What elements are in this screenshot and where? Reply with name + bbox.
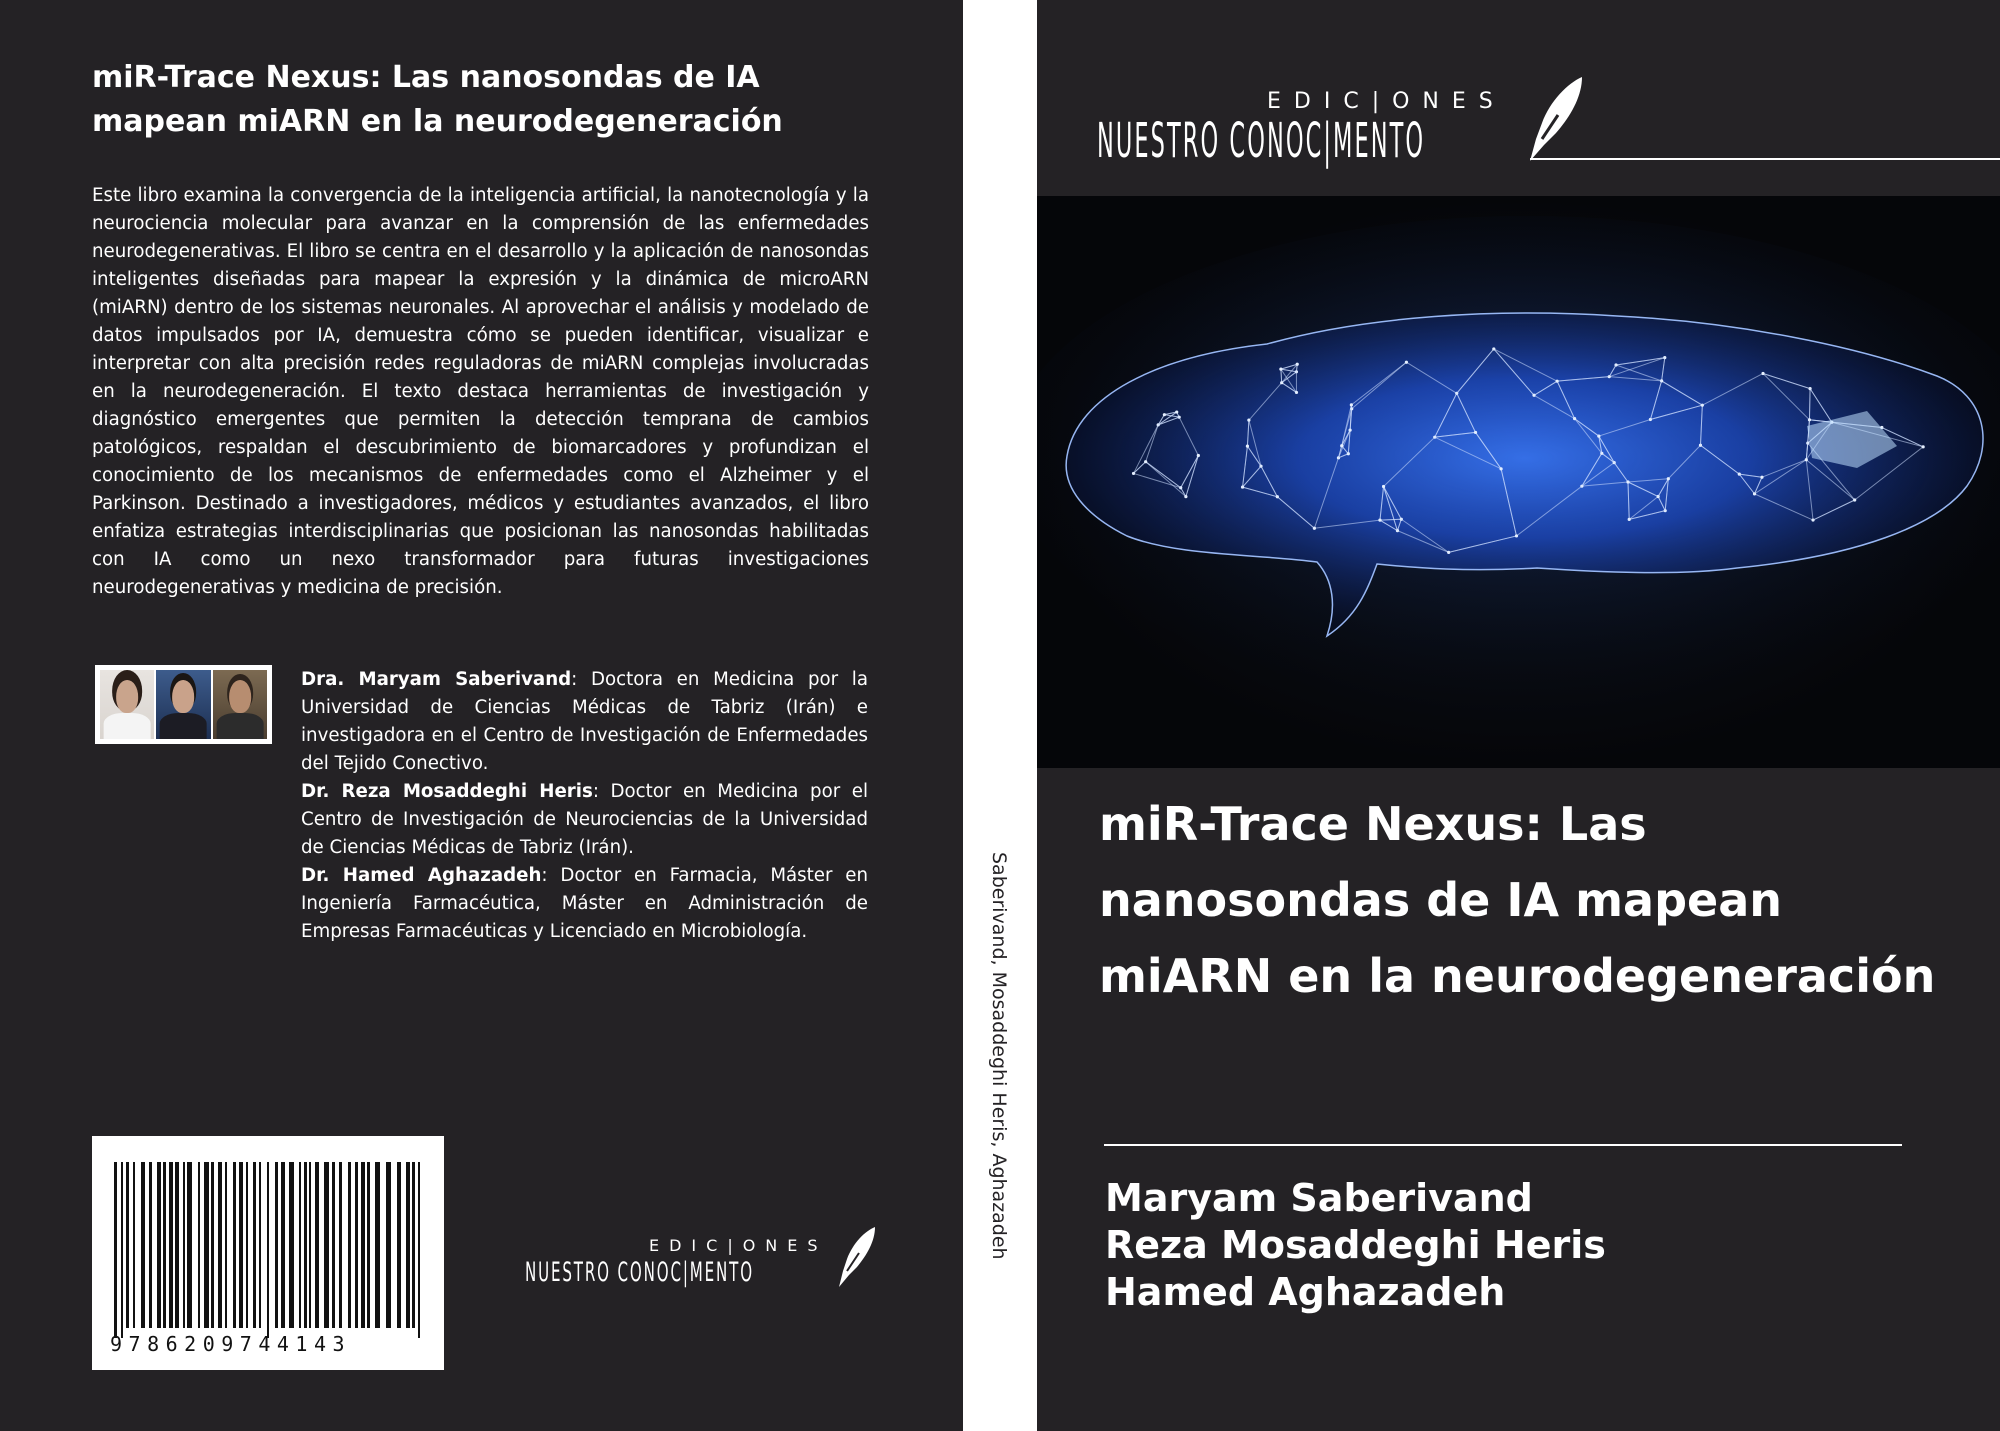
publisher-logo-line1: EDIC|ONES [1267, 89, 1506, 114]
author-bio [301, 778, 868, 862]
barcode-bar [225, 1162, 227, 1328]
brain-network-image [1037, 196, 2000, 768]
spine-authors: Saberivand, Mosaddeghi Heris, Aghazadeh [988, 852, 1010, 1260]
author-bio-name: Dr. Hamed Aghazadeh [301, 865, 542, 886]
barcode-bar [169, 1162, 173, 1328]
barcode-bar [275, 1162, 278, 1328]
barcode-bar [339, 1162, 342, 1328]
barcode-bar [386, 1162, 391, 1328]
isbn-barcode [92, 1136, 444, 1370]
barcode-bar [204, 1162, 209, 1328]
author-name: Reza Mosaddeghi Heris [1105, 1223, 1606, 1267]
author-bio [301, 666, 868, 778]
barcode-bar [121, 1162, 123, 1338]
barcode-bar [211, 1162, 214, 1328]
barcode-bar [397, 1162, 401, 1328]
author-bio-text: : Doctora en Medicina por la Universidad de Ciencias Médicas de Tabriz (Irán) e investigadora en el Centro de Investigación de Enfermedades del Tejido Conectivo. [301, 669, 868, 774]
author-portrait [100, 670, 154, 739]
author-bio-name: Dr. Reza Mosaddeghi Heris [301, 781, 593, 802]
barcode-bar [253, 1162, 256, 1328]
front-cover-title: miR-Trace Nexus: Las nanosondas de IA mapean miARN en la neurodegeneración [1099, 797, 1936, 1003]
barcode-bar [324, 1162, 329, 1328]
barcode-bar [126, 1162, 129, 1328]
fountain-pen-icon [1524, 75, 1588, 163]
barcode-bar [355, 1162, 358, 1328]
author-bio-name: Dra. Maryam Saberivand [301, 669, 572, 690]
book-synopsis: Este libro examina la convergencia de la inteligencia artificial, la nanotecnología y la neurociencia molecular para avanzar en la comprensión de las enfermedades neurodegenerativas. El libro se centra en el desarrollo y la aplicación de nanosondas inteligentes diseñadas para mapear la expresión y la dinámica de microARN (miARN) dentro de los sistemas neuronales. Al aprovechar el análisis y modelado de datos impulsados por IA, demuestra cómo se pueden identificar, visualizar e interpretar con alta precisión redes reguladoras de miARN complejas involucradas en la neurodegeneración. El texto destaca herramientas de investigación y diagnóstico emergentes que permiten la detección temprana de cambios patológicos, respaldan el descubrimiento de biomarcadores y profundizan el conocimiento de los mecanismos de enfermedades como el Alzheimer y el Parkinson. Destinado a investigadores, médicos y estudiantes avanzados, el libro enfatiza estrategias interdisciplinarias que posicionan las nanosondas habilitadas con IA como un nexo transformador para futuras investigaciones neurodegenerativas y medicina de precisión. [92, 185, 869, 598]
author-portrait [156, 670, 210, 739]
barcode-bar [246, 1162, 248, 1328]
barcode-bar [361, 1162, 365, 1328]
barcode-bar [133, 1162, 135, 1328]
author-portrait [213, 670, 267, 739]
author-name: Maryam Saberivand [1105, 1176, 1533, 1220]
barcode-bar [163, 1162, 166, 1328]
author-bios [301, 666, 868, 946]
barcode-bar [267, 1162, 269, 1338]
barcode-bar [157, 1162, 161, 1328]
brain-network-illustration [1037, 196, 2000, 768]
barcode-bar [233, 1162, 236, 1328]
back-cover-title: miR-Trace Nexus: Las nanosondas de IA mapean miARN en la neurodegeneración [92, 60, 783, 139]
barcode-bar [281, 1162, 285, 1328]
barcode-bar [114, 1162, 117, 1338]
barcode-bar [218, 1162, 222, 1328]
barcode-bar [304, 1162, 307, 1328]
barcode-bar [198, 1162, 200, 1328]
barcode-digits: 9786209744143 [110, 1332, 352, 1356]
author-bio-text: : Doctor en Medicina por el Centro de Investigación de Neurociencias de la Universidad de Ciencias Médicas de Tabriz (Irán). [301, 781, 868, 858]
publisher-logo-line2: NUESTRO CONOC|MENTO [525, 1257, 754, 1288]
barcode-bar [299, 1162, 301, 1328]
barcode-bar [332, 1162, 335, 1328]
title-rule [1104, 1144, 1902, 1146]
barcode-bar [418, 1162, 420, 1338]
author-name: Hamed Aghazadeh [1105, 1270, 1506, 1314]
barcode-bar [239, 1162, 243, 1328]
barcode-bar [309, 1162, 311, 1328]
barcode-bar [315, 1162, 319, 1328]
barcode-bar [175, 1162, 179, 1328]
publisher-logo-line1: EDIC|ONES [649, 1236, 828, 1255]
barcode-bar [348, 1162, 351, 1328]
barcode-bar [412, 1162, 415, 1328]
author-bio [301, 862, 868, 946]
barcode-bar [259, 1162, 261, 1328]
barcode-bar [183, 1162, 185, 1328]
barcode-bar [187, 1162, 192, 1328]
authors-photo [95, 665, 272, 744]
barcode-bar [141, 1162, 145, 1328]
front-cover-authors [1105, 1175, 1606, 1316]
barcode-bar [367, 1162, 370, 1328]
publisher-logo-line2: NUESTRO CONOC|MENTO [1097, 113, 1426, 169]
barcode-bar [406, 1162, 410, 1328]
logo-rule [1530, 158, 2000, 160]
fountain-pen-icon [835, 1225, 879, 1289]
barcode-bar [149, 1162, 152, 1328]
barcode-bar [289, 1162, 294, 1328]
barcode-bar [375, 1162, 380, 1328]
author-bio-text: : Doctor en Farmacia, Máster en Ingeniería Farmacéutica, Máster en Administración de Empresas Farmacéuticas y Licenciado en Microbiología. [301, 865, 868, 942]
